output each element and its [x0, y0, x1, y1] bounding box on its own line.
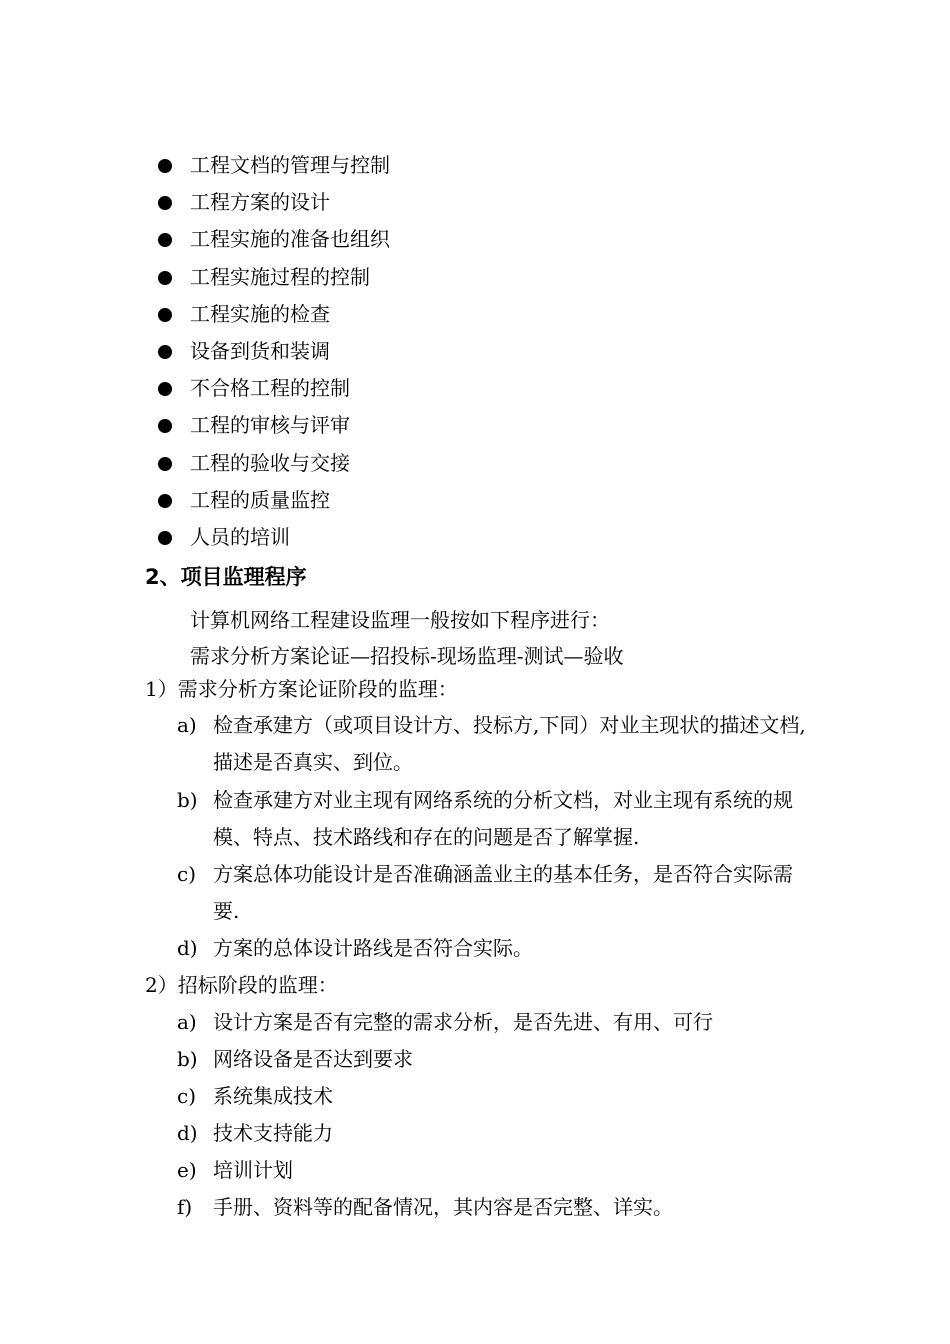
list-item: 工程方案的设计 [150, 184, 390, 221]
sub-item [177, 1041, 817, 1078]
intro-line: 计算机网络工程建设监理一般按如下程序进行： [190, 608, 610, 632]
bullet-dot-icon [158, 233, 172, 247]
bullet-dot-icon [158, 308, 172, 322]
bullet-dot-icon [158, 531, 172, 545]
sub-item-label: d) [177, 1121, 198, 1145]
sub-item-text: 网络设备是否达到要求 [213, 1047, 413, 1071]
sub-item-text: 系统集成技术 [213, 1084, 333, 1108]
intro-line: 需求分析方案论证—招投标-现场监理-测试—验收 [190, 644, 624, 668]
sub-item-label: b) [177, 1047, 198, 1071]
sub-item [177, 782, 817, 856]
list-item: 工程的审核与评审 [150, 407, 390, 444]
sub-item-text: 检查承建方（或项目设计方、投标方,下同）对业主现状的描述文档,描述是否真实、到位。 [213, 713, 806, 774]
bullet-dot-icon [158, 345, 172, 359]
sub-item [177, 930, 817, 967]
list-item: 不合格工程的控制 [150, 370, 390, 407]
sub-item-label: b) [177, 788, 198, 812]
sub-item-text: 方案总体功能设计是否准确涵盖业主的基本任务，是否符合实际需要. [213, 862, 793, 923]
sub-item-label: a) [177, 1010, 197, 1034]
sub-item [177, 1189, 817, 1226]
sub-item [177, 707, 817, 781]
sub-item-label: d) [177, 936, 198, 960]
sub-item-label: c) [177, 1084, 197, 1108]
list-item: 工程文档的管理与控制 [150, 147, 390, 184]
sub-item [177, 1115, 817, 1152]
bullet-dot-icon [158, 457, 172, 471]
bullet-dot-icon [158, 271, 172, 285]
list-item: 工程实施的检查 [150, 296, 390, 333]
list-item: 人员的培训 [150, 519, 390, 556]
step-title: 2）招标阶段的监理： [145, 973, 338, 997]
bullet-dot-icon [158, 382, 172, 396]
section-intro [190, 602, 624, 674]
list-item: 工程实施的准备也组织 [150, 221, 390, 258]
sub-item-label: c) [177, 862, 197, 886]
sub-item [177, 1004, 817, 1041]
sub-item-label: f) [177, 1195, 193, 1219]
list-item: 工程实施过程的控制 [150, 259, 390, 296]
list-item: 设备到货和装调 [150, 333, 390, 370]
bullet-dot-icon [158, 419, 172, 433]
bullet-list [150, 147, 390, 556]
sub-item-text: 方案的总体设计路线是否符合实际。 [213, 936, 533, 960]
sub-item [177, 856, 817, 930]
sub-item [177, 1078, 817, 1115]
sub-item-label: a) [177, 713, 197, 737]
sub-item-text: 设计方案是否有完整的需求分析，是否先进、有用、可行 [213, 1010, 713, 1034]
sub-item-text: 技术支持能力 [213, 1121, 333, 1145]
sub-item-text: 检查承建方对业主现有网络系统的分析文档，对业主现有系统的规模、特点、技术路线和存在的问题是否了解掌握. [213, 788, 793, 849]
bullet-dot-icon [158, 494, 172, 508]
list-item: 工程的验收与交接 [150, 445, 390, 482]
bullet-dot-icon [158, 196, 172, 210]
bullet-dot-icon [158, 159, 172, 173]
sub-item-label: e) [177, 1158, 197, 1182]
section-heading: 2、项目监理程序 [145, 565, 307, 589]
sub-item-text: 培训计划 [213, 1158, 293, 1182]
list-item: 工程的质量监控 [150, 482, 390, 519]
sub-item-text: 手册、资料等的配备情况，其内容是否完整、详实。 [213, 1195, 673, 1219]
sub-item [177, 1152, 817, 1189]
step-title: 1）需求分析方案论证阶段的监理： [145, 677, 458, 701]
